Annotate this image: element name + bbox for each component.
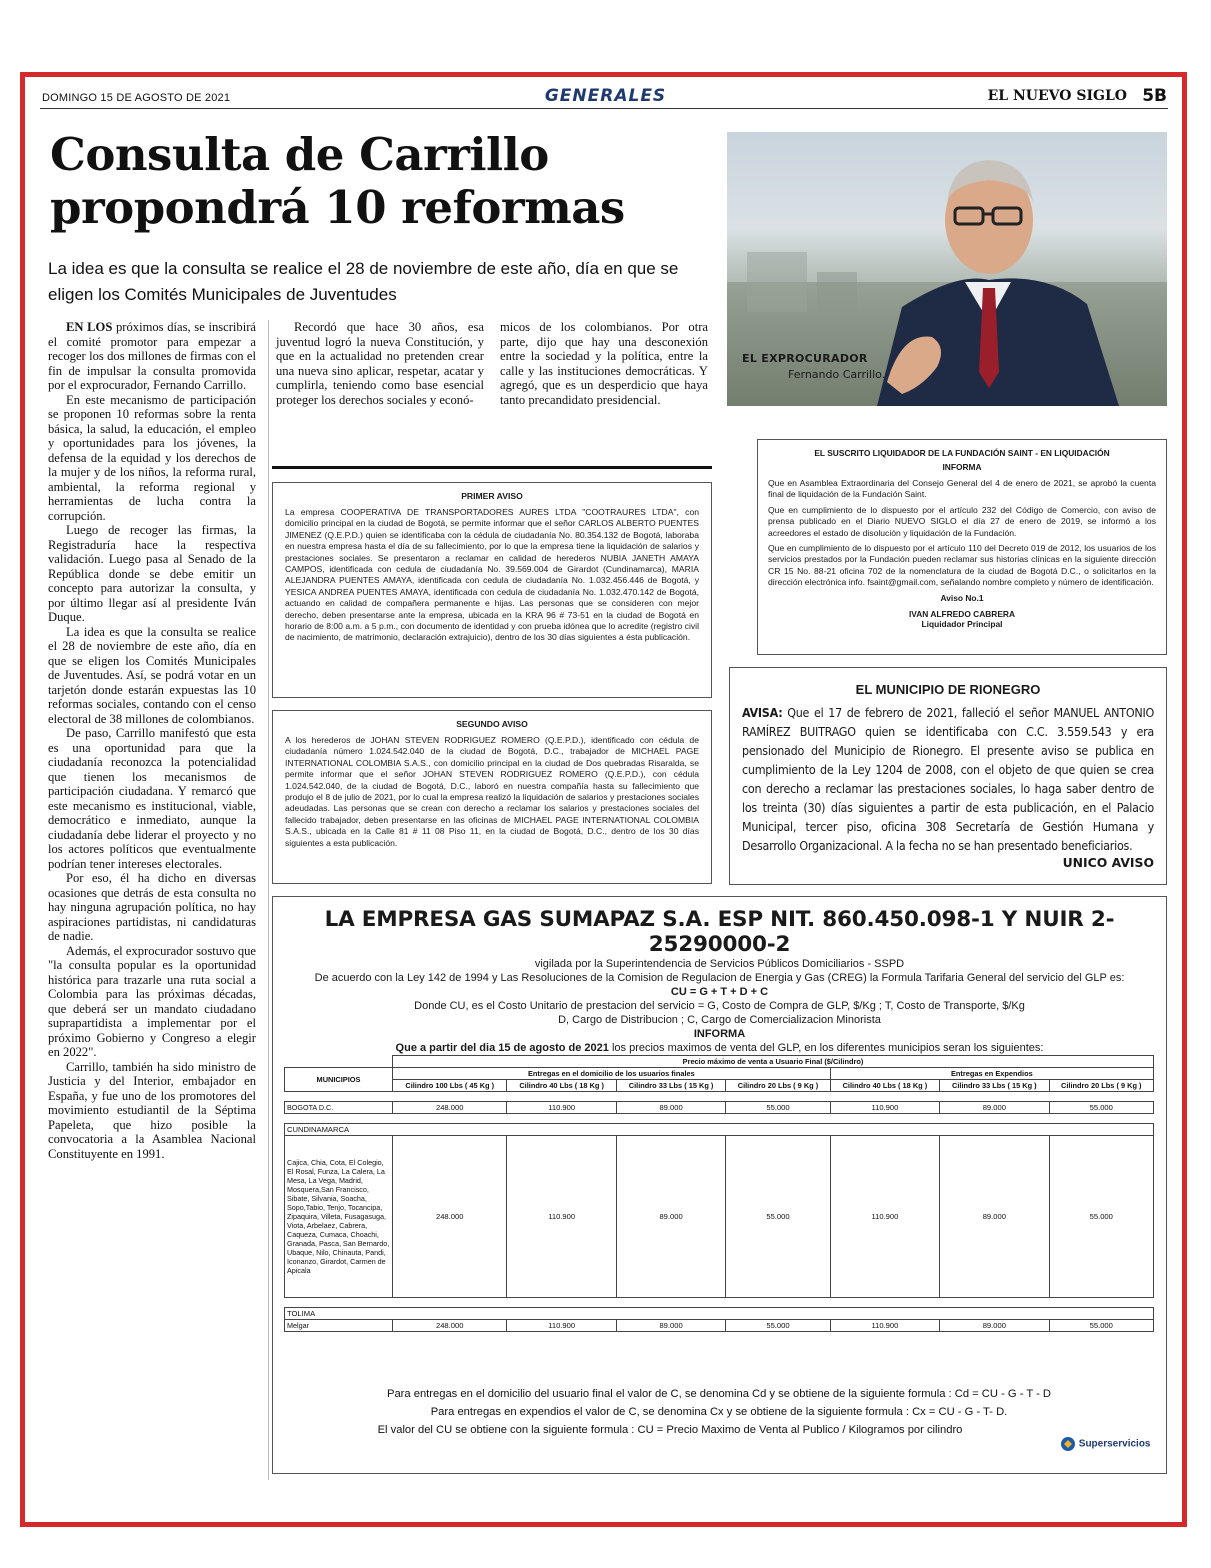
table-col-header: Cilindro 20 Lbs ( 9 Kg ) — [1049, 1080, 1153, 1092]
notice-paragraph: Que en Asamblea Extraordinaria del Consejo General del 4 de enero de 2021, se aprobó la cuenta final de liquidación de la Fundación Saint. — [768, 478, 1156, 500]
table-region-row — [285, 1124, 1154, 1136]
price-cell: 110.900 — [830, 1102, 939, 1114]
page-number: 5B — [1142, 86, 1167, 106]
notice-signer: IVAN ALFREDO CABRERA — [908, 608, 1016, 619]
price-cell: 55.000 — [726, 1136, 830, 1298]
price-cell: 110.900 — [830, 1136, 939, 1298]
notice-title: SEGUNDO AVISO — [456, 719, 528, 729]
gas-footnote-1: Para entregas en el domicilio del usuario final el valor de C, se denomina Cd y se obtiene de la siguiente formula : Cd = CU - G - T - D — [386, 1388, 1052, 1400]
notice-sign: UNICO AVISO — [1062, 855, 1154, 870]
gas-donde: Donde CU, es el Costo Unitario de prestacion del servicio = G, Costo de Compra de GLP, $/Kg ; T, Costo de Transporte, $/Kg — [414, 1000, 1025, 1012]
gas-vigilada: vigilada por la Superintendencia de Servicios Públicos Domiciliarios - SSPD — [534, 958, 905, 970]
photo-caption-name: Fernando Carrillo. — [788, 368, 886, 381]
paragraph: próximos días, se inscribirá el comité promotor para empezar a recoger los dos millones de firmas con el fin de impulsar la consulta promovida por el exprocurador, Fernando Carrillo. — [48, 320, 256, 392]
table-row — [285, 1136, 1154, 1298]
price-cell: 110.900 — [830, 1320, 939, 1332]
table-group-domicilio: Entregas en el domicilio de los usuarios finales — [393, 1068, 831, 1080]
table-top-header: Precio máximo de venta a Usuario Final ($/Cilindro) — [393, 1056, 1154, 1068]
paragraph: Carrillo, también ha sido ministro de Justicia y del Interior, embajador en España, y fue uno de los promotores del movimiento estudiantil de la Séptima Papeleta, que hizo posible la convocatoria a la Asamblea Nacional Constituyente en 1991. — [48, 1059, 256, 1161]
paragraph: Además, el exprocurador sostuvo que "la consulta popular es la oportunidad histórica para trazarle una ruta social a Colombia para las próximas décadas, que deberá ser un mandato ciudadano suprapartidista a implementar por el próximo Gobierno y Congreso a elegir en 2022". — [48, 943, 256, 1059]
gas-title: LA EMPRESA GAS SUMAPAZ S.A. ESP NIT. 860.450.098-1 Y NUIR 2-25290000-2 — [324, 907, 1115, 957]
gas-apartir — [285, 1041, 1154, 1055]
region-label: TOLIMA — [285, 1308, 1154, 1320]
section-name: GENERALES — [544, 86, 667, 106]
photo-caption-title: EL EXPROCURADOR — [742, 352, 868, 365]
notice-body — [742, 703, 1154, 855]
article-column-1 — [48, 320, 256, 1161]
price-cell: 248.000 — [393, 1320, 507, 1332]
price-cell: 89.000 — [940, 1136, 1049, 1298]
row-label: BOGOTA D.C. — [285, 1102, 393, 1114]
notice-aviso-number: Aviso No.1 — [940, 592, 984, 603]
gas-apartir-date: Que a partir del dia 15 de agosto de 2021 — [395, 1042, 609, 1054]
legal-notice-rionegro — [729, 667, 1167, 885]
paragraph: Luego de recoger las firmas, la Registraduría hace la respectiva validación. Luego pasa al Senado de la República donde se debe emitir un concepto para autorizar la consulta, y por último llegar así al presidente Iván Duque. — [48, 523, 256, 624]
notice-body: La empresa COOPERATIVA DE TRANSPORTADORES AURES LTDA "COOTRAURES LTDA", con domicilio principal en la ciudad de Bogotá, se permite informar que el señor CARLOS ALBERTO PUENTES JIMENEZ (Q.E.P.D.) quien se identificaba con la cédula de ciudadanía No. 80.354.132 de Bogotá, laboraba en nuestra empresa hasta el día de su fallecimiento, por lo que la empresa tiene la liquidación de salarios y prestaciones sociales. Se presentaron a reclamar en calidad de herederos NUBIA JANETH AMAYA CAMPOS, identificada con cedula de ciudadanía No. 39.569.004 de Girardot (Cundinamarca), MARIA ALEJANDRA PUENTES AMAYA, identificada con cedula de ciudadanía No. 1.032.456.446 de Bogotá, y YESICA ANDREA PUENTES AMAYA, identificada con cedula de ciudadanía No. 1.032.470.142 de Bogotá, actuando en calidad de compañera permanente e hijas. Las personas que se consideren con mejor derecho, deben presentarse ante la empresa, ubicada en la KRA 96 # 73-51 en la ciudad de Bogotá en horario de 8:00 a.m. a 5 p.m., con documento de identidad y con prueba idónea que lo acredite (registro civil de nacimiento, de matrimonio, declaración extrajuicio), dentro de los 30 días siguientes a ésta publicación. — [285, 507, 699, 643]
column-divider — [268, 320, 269, 1480]
price-cell: 55.000 — [1049, 1102, 1153, 1114]
article-deck: La idea es que la consulta se realice el 28 de noviembre de este año, día en que se eligen los Comités Municipales de Juventudes — [48, 259, 679, 304]
notice-signer-role: Liquidador Principal — [921, 618, 1003, 629]
issue-date: DOMINGO 15 DE AGOSTO DE 2021 — [42, 92, 231, 104]
superservicios-logo — [1060, 1436, 1151, 1452]
notice-paragraph: Que en cumplimiento de lo dispuesto por el artículo 110 del Decreto 019 de 2012, los usuarios de los servicios prestados por la Fundación pueden reclamar sus historias clínicas en la siguiente dirección CR 15 No. 88-21 oficina 702 de la nomenclatura de la ciudad de Bogotá D.C., o solicitarlos en la dirección electrónica info. fsaint@gmail.com, señalando nombre completo y número de identificación. — [768, 543, 1156, 588]
notice-subtitle: INFORMA — [942, 462, 982, 472]
gas-donde2: D, Cargo de Distribucion ; C, Cargo de Comercializacion Minorista — [558, 1014, 881, 1026]
price-cell: 110.900 — [507, 1320, 616, 1332]
gas-price-table — [284, 1055, 1154, 1332]
price-cell: 55.000 — [726, 1102, 830, 1114]
lead-caps: EN LOS — [66, 320, 113, 334]
paragraph: De paso, Carrillo manifestó que esta es una oportunidad para que la ciudadanía reconozca la potencialidad que tienen los mecanismos de participación ciudadana. Y remarcó que este mecanismo es institucional, viable, democrático e inmediato, aunque la ciudadanía debe liderar el proyecto y no los actores políticos que eventualmente podrían tener intereses electorales. — [48, 726, 256, 871]
notice-title: EL MUNICIPIO DE RIONEGRO — [855, 682, 1041, 697]
gas-apartir-text: los precios maximos de venta del GLP, en los diferentes municipios seran los siguientes: — [611, 1042, 1044, 1054]
region-label: CUNDINAMARCA — [285, 1124, 1154, 1136]
price-cell: 89.000 — [940, 1102, 1049, 1114]
paragraph: Recordó que hace 30 años, esa juventud logró la nueva Constitución, y que en la actualidad no pretenden crear una nueva sino aplicar, respetar, acatar y cumplirla, teniendo como base esencial proteger los derechos sociales y econó- — [276, 320, 484, 407]
table-col-header: Cilindro 33 Lbs ( 15 Kg ) — [616, 1080, 725, 1092]
gas-footnote-2: Para entregas en expendios el valor de C, se denomina Cx y se obtiene de la siguiente formula : Cx = CU - G - T- D. — [430, 1406, 1008, 1418]
price-cell: 89.000 — [616, 1320, 725, 1332]
row-label: Melgar — [285, 1320, 393, 1332]
gas-ley: De acuerdo con la Ley 142 de 1994 y Las Resoluciones de la Comision de Regulacion de Energia y Gas (CREG) la Formula Tarifaria General del servicio del GLP es: — [314, 972, 1125, 984]
paragraph: La idea es que la consulta se realice el 28 de noviembre de este año, día en que se eligen los Comités Municipales de Juventudes. Así, se podrá votar en un tarjetón donde estarán expuestas las 10 reformas sociales, contando con el censo electoral de 38 millones de colombianos. — [48, 624, 256, 726]
notice-body: A los herederos de JOHAN STEVEN RODRIGUEZ ROMERO (Q.E.P.D.), identificado con cédula de ciudadanía número 1.024.542.040 de la ciudad de Bogotá, D.C., trabajador de MICHAEL PAGE INTERNATIONAL COLOMBIA S.A.S., con domicilio principal en la ciudad de Dos quebradas Risaralda, se permite informar que el señor JOHAN STEVEN RODRIGUEZ ROMERO (Q.E.P.D.), con cédula 1.024.542.040, de la ciudad de Bogotá, D.C., laboró en nuestra compañía hasta su fallecimiento que produjo el 8 de julio de 2021, por lo cual la empresa realizó la liquidación de salarios y prestaciones sociales adeudadas. Las personas que se crean con derecho a reclamar los salarios y prestaciones sociales del fallecido trabajador, deben presentarse en las oficinas de MICHAEL PAGE INTERNATIONAL COLOMBIA S.A.S., ubicada en la Calle 81 # 11 08 Piso 11, en la ciudad de Bogotá, D.C., dentro de los 30 días siguientes a esta publicación. — [285, 735, 699, 848]
table-col-header: Cilindro 40 Lbs ( 18 Kg ) — [507, 1080, 616, 1092]
notice-title: EL SUSCRITO LIQUIDADOR DE LA FUNDACIÓN SAINT - EN LIQUIDACIÓN — [814, 448, 1110, 458]
notice-paragraph: Que en cumplimiento de lo dispuesto por el artículo 232 del Código de Comercio, con aviso de prensa publicado en el Diario NUEVO SIGLO el día 27 de enero de 2019, se informó a los acreedores el estado de disolución y liquidación de la Fundación. — [768, 504, 1156, 538]
notice-title: PRIMER AVISO — [461, 491, 523, 501]
gas-footnote-3: El valor del CU se obtiene con la siguiente formula : CU = Precio Maximo de Venta al Publico / Kilogramos por cilindro — [377, 1424, 963, 1436]
table-municipios-header: MUNICIPIOS — [285, 1068, 393, 1092]
header-divider — [40, 108, 1168, 109]
article-headline: Consulta de Carrillo propondrá 10 reformas — [50, 128, 625, 234]
table-col-header: Cilindro 20 Lbs ( 9 Kg ) — [726, 1080, 830, 1092]
legal-notice-primer — [272, 482, 712, 698]
price-cell: 55.000 — [1049, 1320, 1153, 1332]
price-cell: 248.000 — [393, 1102, 507, 1114]
table-col-header: Cilindro 33 Lbs ( 15 Kg ) — [940, 1080, 1049, 1092]
price-cell: 89.000 — [940, 1320, 1049, 1332]
table-col-header: Cilindro 40 Lbs ( 18 Kg ) — [830, 1080, 939, 1092]
paragraph: Por eso, él ha dicho en diversas ocasiones que detrás de esta consulta no hay ninguna agrupación política, no hay aspiraciones partidistas, ni candidaturas de nadie. — [48, 871, 256, 943]
gas-formula: CU = G + T + D + C — [670, 986, 769, 998]
newspaper-brand: EL NUEVO SIGLO — [987, 88, 1127, 104]
table-row — [285, 1102, 1154, 1114]
gas-informa: INFORMA — [693, 1028, 746, 1040]
superservicios-icon — [1060, 1436, 1076, 1452]
table-row — [285, 1320, 1154, 1332]
paragraph: micos de los colombianos. Por otra parte, dijo que hay una desconexión entre la sociedad y la política, entre la calle y las instituciones democráticas. Y agregó, que es un desperdicio que haya tanto precandidato presidencial. — [500, 320, 708, 407]
article-column-3 — [500, 320, 708, 407]
paragraph: En este mecanismo de participación se proponen 10 reformas sobre la renta básica, la salud, la educación, el empleo y oportunidades para los jóvenes, la defensa de la equidad y los derechos de la mujer y de los niños, la reforma rural, ambiental, la reforma regional y herramientas de lucha contra la corrupción. — [48, 392, 256, 523]
price-cell: 55.000 — [726, 1320, 830, 1332]
row-label: Cajica, Chia, Cota, El Colegio, El Rosal, Funza, La Calera, La Mesa, La Vega, Madrid, Mosquera,San Francisco, Sibate, Silvania, Soacha, Sopo,Tabio, Tenjo, Tocancipa, Zipaquira, Villeta, Fusagasuga, Viota, Arbelaez, Cabrera, Caqueza, Cumaca, Choachi, Granada, Pasca, San Bernardo, Ubaque, Nilo, Chinauta, Pandi, Iconanzo, Girardot, Carmen de Apicala — [285, 1136, 393, 1298]
price-cell: 89.000 — [616, 1102, 725, 1114]
price-cell: 89.000 — [616, 1136, 725, 1298]
story-end-rule — [272, 466, 712, 469]
price-cell: 110.900 — [507, 1102, 616, 1114]
price-cell: 248.000 — [393, 1136, 507, 1298]
notice-text: Que el 17 de febrero de 2021, falleció el señor MANUEL ANTONIO RAMÍREZ BUITRAGO quien se identificaba con C.C. 3.559.543 y era pensionado del Municipio de Rionegro. El presente aviso se publica en cumplimiento de la Ley 1204 de 2008, con el objeto de que quien se crea con derecho a reclamar las prestaciones sociales, lo haga saber dentro de los treinta (30) días siguientes a partir de esta publicación, en el Palacio Municipal, tercer piso, oficina 308 Secretaría de Gestión Humana y Desarrollo Organizacional. A la fecha no se han presentado beneficiarios. — [742, 705, 1154, 853]
price-cell: 110.900 — [507, 1136, 616, 1298]
price-cell: 55.000 — [1049, 1136, 1153, 1298]
table-col-header: Cilindro 100 Lbs ( 45 Kg ) — [393, 1080, 507, 1092]
legal-notice-segundo — [272, 710, 712, 884]
table-group-expendios: Entregas en Expendios — [830, 1068, 1153, 1080]
legal-notice-saint — [757, 439, 1167, 655]
notice-lead: AVISA: — [742, 705, 783, 720]
table-region-row — [285, 1308, 1154, 1320]
article-column-2 — [276, 320, 484, 407]
logo-text: Superservicios — [1078, 1438, 1151, 1450]
